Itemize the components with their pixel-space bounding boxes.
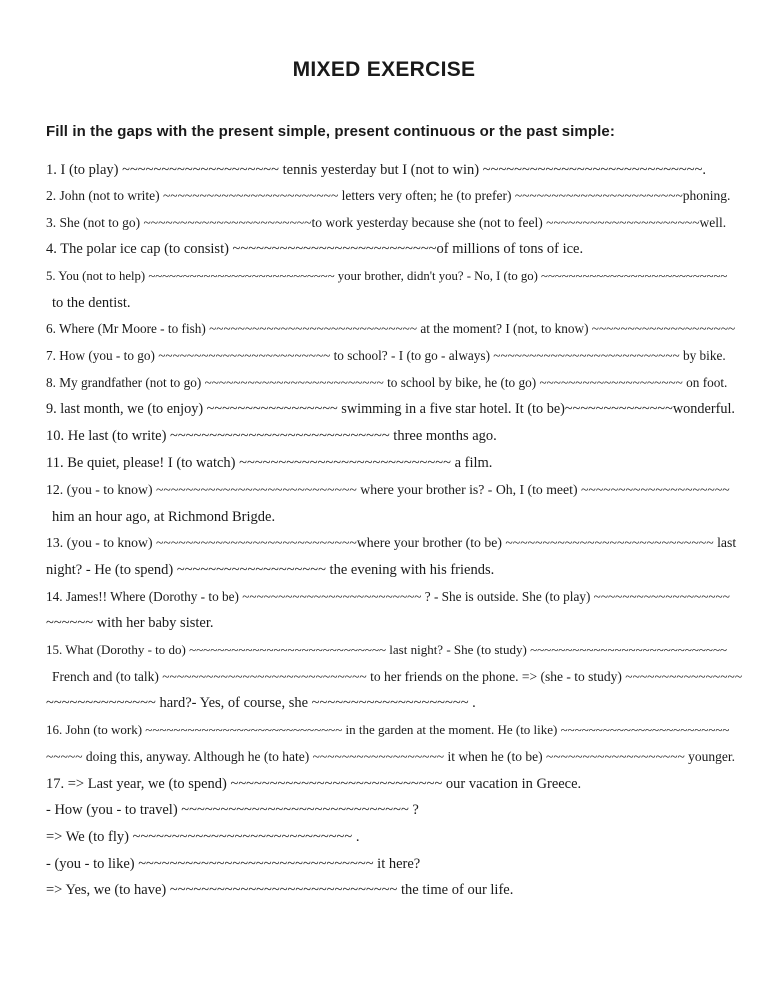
exercise-line-17-answer-2: => Yes, we (to have) ~~~~~~~~~~~~~~~~~~~~~~~~~~~~~ the time of our life. <box>46 882 514 898</box>
exercise-line-15: 15. What (Dorothy - to do) ~~~~~~~~~~~~~~~~~~~~~~~~~~~~ last night? - She (to study) ~~~~~~~~~~~~~~~~~~~~~~~~~~~~ <box>46 642 728 657</box>
exercise-line-17: 17. => Last year, we (to spend) ~~~~~~~~~~~~~~~~~~~~~~~~~~~ our vacation in Greece. <box>46 776 582 792</box>
exercise-line-10: 10. He last (to write) ~~~~~~~~~~~~~~~~~~~~~~~~~~~~ three months ago. <box>46 428 497 444</box>
exercise-line-12: 12. (you - to know) ~~~~~~~~~~~~~~~~~~~~~~~~~~~ where your brother is? - Oh, I (to meet) ~~~~~~~~~~~~~~~~~~~~ <box>46 482 730 497</box>
exercise-line-14-cont: ~~~~~~ with her baby sister. <box>46 615 214 631</box>
exercise-line-9: 9. last month, we (to enjoy) ~~~~~~~~~~~~~~~~~ swimming in a five star hotel. It (to be)~~~~~~~~~~~~~~wonderful. <box>46 401 735 417</box>
exercise-line-5-cont: to the dentist. <box>52 295 131 311</box>
exercise-line-17-question: - How (you - to travel) ~~~~~~~~~~~~~~~~~~~~~~~~~~~~~ ? <box>46 802 419 818</box>
instruction-text: Fill in the gaps with the present simple, present continuous or the past simple: <box>46 123 615 140</box>
exercise-line-15-cont-2: ~~~~~~~~~~~~~~ hard?- Yes, of course, she ~~~~~~~~~~~~~~~~~~~~ . <box>46 695 476 711</box>
exercise-line-1: 1. I (to play) ~~~~~~~~~~~~~~~~~~~~ tennis yesterday but I (not to win) ~~~~~~~~~~~~~~~~~~~~~~~~~~~~. <box>46 162 707 178</box>
exercise-line-17-answer: => We (to fly) ~~~~~~~~~~~~~~~~~~~~~~~~~~~~ . <box>46 829 360 845</box>
exercise-line-11: 11. Be quiet, please! I (to watch) ~~~~~~~~~~~~~~~~~~~~~~~~~~~ a film. <box>46 455 493 471</box>
exercise-line-15-cont: French and (to talk) ~~~~~~~~~~~~~~~~~~~~~~~~~~~~ to her friends on the phone. => (she - to study) ~~~~~~~~~~~~~~~~ <box>52 669 743 684</box>
exercise-line-14: 14. James!! Where (Dorothy - to be) ~~~~~~~~~~~~~~~~~~~~~~~~~ ? - She is outside. She (to play) ~~~~~~~~~~~~~~~~~~~ <box>46 589 730 604</box>
exercise-line-5: 5. You (not to help) ~~~~~~~~~~~~~~~~~~~~~~~~~~~ your brother, didn't you? - No, I (to go) ~~~~~~~~~~~~~~~~~~~~~~~~~~~ <box>46 269 728 283</box>
exercise-line-6: 6. Where (Mr Moore - to fish) ~~~~~~~~~~~~~~~~~~~~~~~~~~~~~ at the moment? I (not, to know) ~~~~~~~~~~~~~~~~~~~~ <box>46 321 736 336</box>
page-title: MIXED EXERCISE <box>292 58 476 81</box>
exercise-line-16-cont: ~~~~~ doing this, anyway. Although he (to hate) ~~~~~~~~~~~~~~~~~~ it when he (to be) ~~~~~~~~~~~~~~~~~~~ younger. <box>46 749 736 764</box>
exercise-line-16: 16. John (to work) ~~~~~~~~~~~~~~~~~~~~~~~~~~~~ in the garden at the moment. He (to like) ~~~~~~~~~~~~~~~~~~~~~~~~ <box>46 722 730 737</box>
exercise-line-12-cont: him an hour ago, at Richmond Brigde. <box>52 509 276 525</box>
exercise-line-2: 2. John (not to write) ~~~~~~~~~~~~~~~~~~~~~~~~ letters very often; he (to prefer) ~~~~~~~~~~~~~~~~~~~~~~~phoning. <box>46 188 731 203</box>
exercise-line-3: 3. She (not to go) ~~~~~~~~~~~~~~~~~~~~~~~to work yesterday because she (not to feel) ~~~~~~~~~~~~~~~~~~~~~well. <box>46 215 727 230</box>
exercise-line-4: 4. The polar ice cap (to consist) ~~~~~~~~~~~~~~~~~~~~~~~~~~of millions of tons of ice. <box>46 241 584 257</box>
exercise-line-8: 8. My grandfather (not to go) ~~~~~~~~~~~~~~~~~~~~~~~~~ to school by bike, he (to go) ~~~~~~~~~~~~~~~~~~~~ on foot. <box>46 375 728 390</box>
exercise-line-7: 7. How (you - to go) ~~~~~~~~~~~~~~~~~~~~~~~~ to school? - I (to go - always) ~~~~~~~~~~~~~~~~~~~~~~~~~~ by bike. <box>46 348 726 363</box>
exercise-line-13-cont: night? - He (to spend) ~~~~~~~~~~~~~~~~~~~ the evening with his friends. <box>46 562 495 578</box>
exercise-line-13: 13. (you - to know) ~~~~~~~~~~~~~~~~~~~~~~~~~~~where your brother (to be) ~~~~~~~~~~~~~~~~~~~~~~~~~~~~ last <box>46 535 737 550</box>
exercise-line-17-question-2: - (you - to like) ~~~~~~~~~~~~~~~~~~~~~~~~~~~~~~ it here? <box>46 856 421 872</box>
